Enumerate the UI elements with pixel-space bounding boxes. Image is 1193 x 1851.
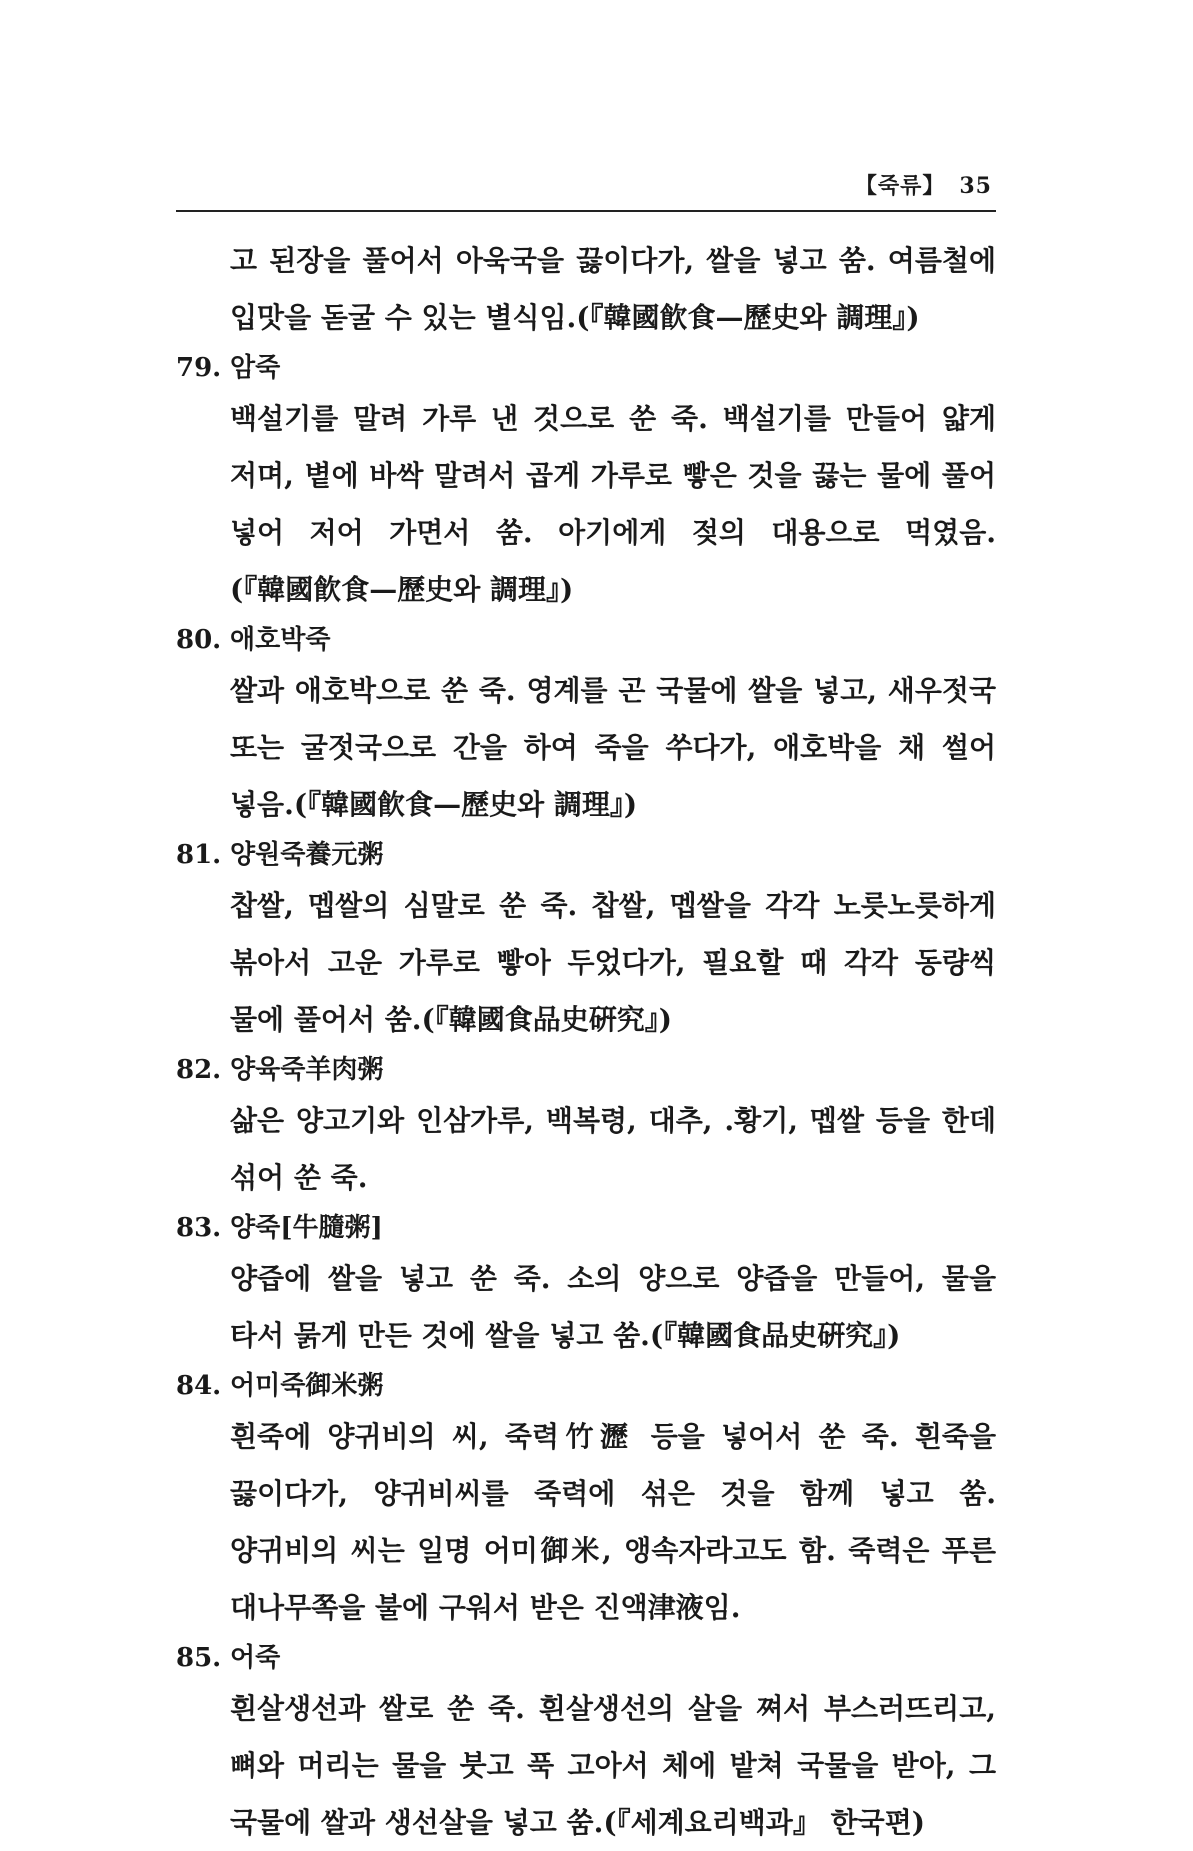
entry-body: 흰죽에 양귀비의 씨, 죽력竹瀝 등을 넣어서 쑨 죽. 흰죽을 끓이다가, 양귀비씨를 죽력에 섞은 것을 함께 넣고 쑴. 양귀비의 씨는 일명 어미御米, 앵속자라고도 함. 죽력은 푸른 대나무쪽을 불에 구워서 받은 진액津液임. bbox=[230, 1420, 996, 1624]
entry-body: 삶은 양고기와 인삼가루, 백복령, 대추, .황기, 멥쌀 등을 한데 섞어 쑨 죽. bbox=[230, 1104, 996, 1194]
page-body bbox=[176, 232, 996, 1851]
entry-83 bbox=[176, 1206, 996, 1364]
entry-heading bbox=[176, 618, 996, 662]
entry-84 bbox=[176, 1364, 996, 1636]
entry-82 bbox=[176, 1048, 996, 1206]
entry-title: 양죽[牛膸粥] bbox=[230, 1213, 383, 1243]
entry-body: 쌀과 애호박으로 쑨 죽. 영계를 곤 국물에 쌀을 넣고, 새우젓국 또는 굴젓국으로 간을 하여 죽을 쑤다가, 애호박을 채 썰어 넣음.(『韓國飮食—歷史와 調理』) bbox=[230, 674, 996, 821]
entry-number: 79. bbox=[176, 353, 222, 383]
entry-title: 양원죽養元粥 bbox=[230, 840, 384, 870]
continuation-paragraph: 고 된장을 풀어서 아욱국을 끓이다가, 쌀을 넣고 쑴. 여름철에 입맛을 돋굴 수 있는 별식임.(『韓國飮食—歷史와 調理』) bbox=[230, 244, 996, 334]
entry-body: 백설기를 말려 가루 낸 것으로 쑨 죽. 백설기를 만들어 얇게 저며, 볕에 바싹 말려서 곱게 가루로 빻은 것을 끓는 물에 풀어 넣어 저어 가면서 쑴. 아기에게 젖의 대용으로 먹였음.(『韓國飮食—歷史와 調理』) bbox=[230, 402, 996, 606]
entry-body: 양즙에 쌀을 넣고 쑨 죽. 소의 양으로 양즙을 만들어, 물을 타서 묽게 만든 것에 쌀을 넣고 쑴.(『韓國食品史硏究』) bbox=[230, 1262, 996, 1352]
entry-heading bbox=[176, 1206, 996, 1250]
entry-heading bbox=[176, 833, 996, 877]
entry-79 bbox=[176, 346, 996, 618]
header-text bbox=[855, 169, 992, 200]
entry-heading bbox=[176, 1048, 996, 1092]
page-number: 35 bbox=[959, 173, 992, 199]
entry-number: 83. bbox=[176, 1213, 222, 1243]
running-header bbox=[176, 152, 996, 212]
entry-body: 찹쌀, 멥쌀의 심말로 쑨 죽. 찹쌀, 멥쌀을 각각 노릇노릇하게 볶아서 고운 가루로 빻아 두었다가, 필요할 때 각각 동량씩 물에 풀어서 쑴.(『韓國食品史硏究』) bbox=[230, 889, 996, 1036]
entry-title: 애호박죽 bbox=[230, 625, 331, 655]
entry-title: 어미죽御米粥 bbox=[230, 1371, 384, 1401]
entry-number: 84. bbox=[176, 1371, 222, 1401]
section-label: 【죽류】 bbox=[854, 173, 946, 199]
entry-heading bbox=[176, 346, 996, 390]
entry-title: 양육죽羊肉粥 bbox=[230, 1055, 384, 1085]
entry-81 bbox=[176, 833, 996, 1048]
entry-heading bbox=[176, 1364, 996, 1408]
entry-number: 82. bbox=[176, 1055, 222, 1085]
entry-85 bbox=[176, 1636, 996, 1851]
entry-body: 흰살생선과 쌀로 쑨 죽. 흰살생선의 살을 쪄서 부스러뜨리고, 뼈와 머리는 물을 붓고 푹 고아서 체에 밭쳐 국물을 받아, 그 국물에 쌀과 생선살을 넣고 쑴.(『세계요리백과』 한국편) bbox=[230, 1692, 996, 1839]
entry-number: 85. bbox=[176, 1643, 222, 1673]
entry-number: 80. bbox=[176, 625, 222, 655]
entry-heading bbox=[176, 1636, 996, 1680]
entry-title: 암죽 bbox=[230, 353, 281, 383]
entry-title: 어죽 bbox=[230, 1643, 281, 1673]
entry-number: 81. bbox=[176, 840, 222, 870]
entry-80 bbox=[176, 618, 996, 833]
